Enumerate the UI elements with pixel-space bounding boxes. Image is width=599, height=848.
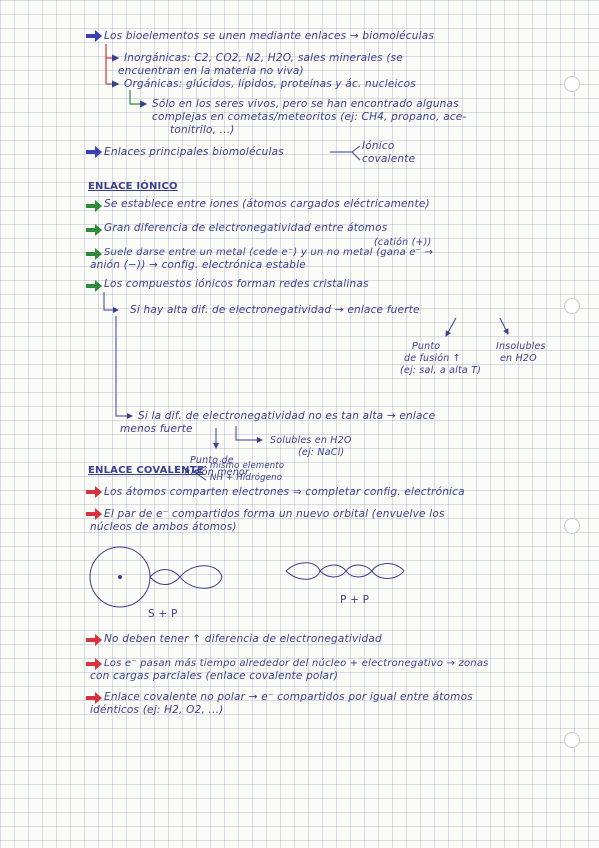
note-line: covalente (362, 153, 416, 165)
orbital-pp-diagram (286, 563, 404, 580)
arrow-right-icon (86, 634, 102, 646)
arrow-right-icon (86, 146, 102, 158)
note-line: tonitrilo, ...) (170, 124, 235, 136)
note-line: Los átomos comparten electrones ⇒ completar config. electrónica (104, 486, 465, 498)
note-annotation: (ej: NaCl) (298, 447, 345, 458)
arrow-right-icon (86, 280, 102, 292)
note-line: núcleos de ambos átomos) (90, 521, 237, 533)
diagram-label: S + P (148, 608, 178, 620)
note-line: Los e⁻ pasan más tiempo alrededor del núcleo + electronegativo → zonas (104, 658, 489, 669)
orbital-sp-diagram (90, 547, 222, 607)
note-line: encuentran en la materia no viva) (118, 65, 304, 77)
note-annotation: Insolubles (496, 341, 546, 352)
note-line: Suele darse entre un metal (cede e⁻) y un no metal (gana e⁻ → (104, 247, 434, 258)
note-annotation: mismo elemento (210, 461, 285, 471)
note-line: con cargas parciales (enlace covalente polar) (90, 670, 339, 682)
note-line: Si la dif. de electronegatividad no es tan alta → enlace (138, 410, 436, 422)
note-line: Los bioelementos se unen mediante enlaces → biomoléculas (104, 30, 435, 42)
note-line: Iónico (362, 140, 395, 152)
note-line: complejas en cometas/meteoritos (ej: CH4, propano, ace- (152, 111, 467, 123)
arrow-right-icon (86, 692, 102, 704)
arrow-right-icon (86, 658, 102, 670)
section-heading: ENLACE IÓNICO (88, 181, 178, 192)
note-line: menos fuerte (120, 423, 193, 435)
arrow-right-icon (86, 486, 102, 498)
note-line: No deben tener ↑ diferencia de electronegatividad (104, 633, 382, 645)
note-line: Si hay alta dif. de electronegatividad → enlace fuerte (130, 304, 420, 316)
note-annotation: Punto de (190, 455, 234, 466)
arrow-right-icon (86, 508, 102, 520)
diagram-label: P + P (340, 594, 370, 606)
arrow-right-icon (86, 224, 102, 236)
note-line: El par de e⁻ compartidos forma un nuevo orbital (envuelve los (104, 508, 445, 520)
arrow-right-icon (86, 200, 102, 212)
note-line: Se establece entre iones (átomos cargados eléctricamente) (104, 198, 430, 210)
note-line: Sólo en los seres vivos, pero se han encontrado algunas (152, 98, 459, 110)
note-annotation: (catión (+)) (374, 237, 432, 248)
note-annotation: NH + Hidrógeno (210, 473, 283, 483)
note-line: Enlaces principales biomoléculas (104, 146, 284, 158)
note-annotation: Punto (412, 341, 441, 352)
note-annotation: (ej: sal, a alta T) (400, 365, 482, 376)
note-annotation: Solubles en H2O (270, 435, 352, 446)
note-line: Gran diferencia de electronegatividad entre átomos (104, 222, 388, 234)
note-annotation: en H2O (500, 353, 537, 364)
note-annotation: fusión menor (184, 467, 250, 478)
note-line: Enlace covalente no polar → e⁻ compartidos por igual entre átomos (104, 691, 473, 703)
note-line: anión (−)) → config. electrónica estable (90, 259, 306, 271)
note-line: Los compuestos iónicos forman redes cristalinas (104, 278, 369, 290)
note-line: Inorgánicas: C2, CO2, N2, H2O, sales minerales (se (124, 52, 403, 64)
note-line: Orgánicas: glúcidos, lípidos, proteínas y ác. nucleicos (124, 78, 416, 90)
section-heading: ENLACE COVALENTE (88, 465, 204, 476)
arrow-right-icon (86, 30, 102, 42)
note-annotation: de fusión ↑ (404, 353, 461, 364)
note-line: idénticos (ej: H2, O2, ...) (90, 704, 224, 716)
